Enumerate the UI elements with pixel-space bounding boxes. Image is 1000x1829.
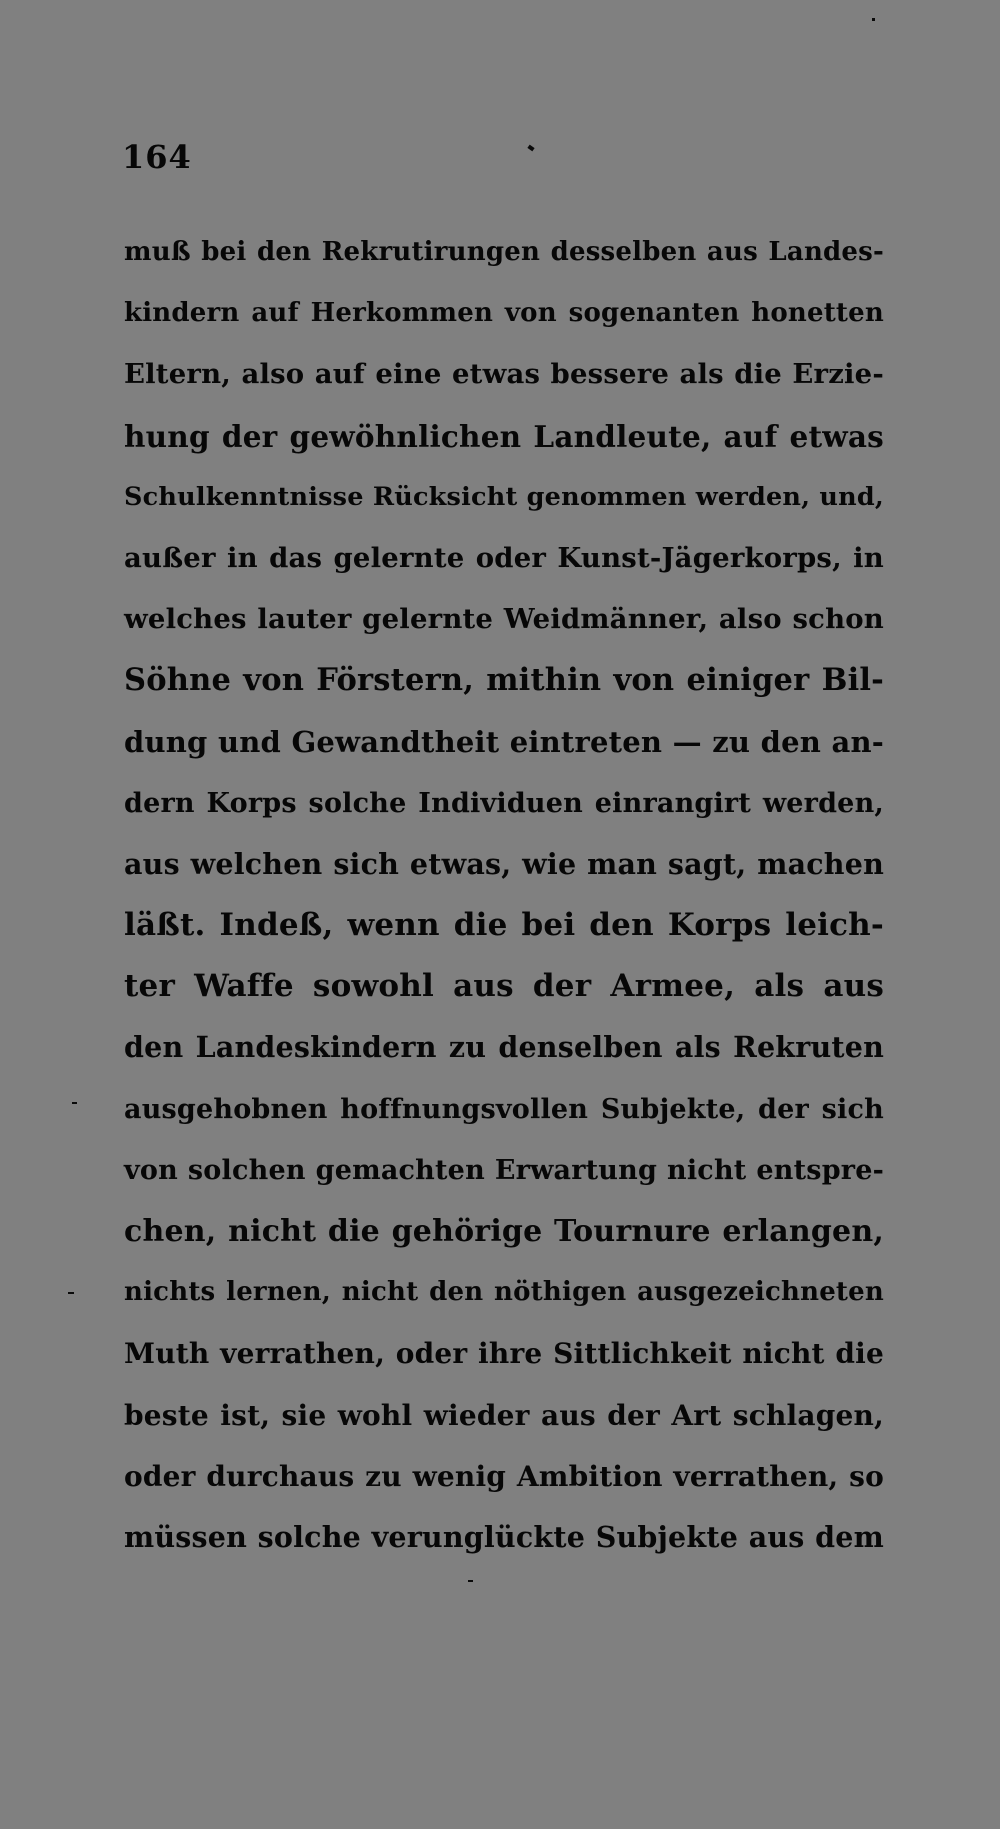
ink-speck bbox=[72, 1102, 77, 1104]
text-line: chen, nicht die gehörige Tournure erlangen, bbox=[124, 1214, 884, 1249]
text-line: hung der gewöhnlichen Landleute, auf etwas bbox=[124, 418, 884, 454]
text-line: außer in das gelernte oder Kunst-Jägerkorps, in bbox=[124, 541, 884, 574]
text-line: oder durchaus zu wenig Ambition verrathen, so bbox=[124, 1459, 884, 1493]
text-line: nichts lernen, nicht den nöthigen ausgezeichneten bbox=[124, 1277, 884, 1308]
text-line: dern Korps solche Individuen einrangirt werden, bbox=[124, 787, 884, 819]
ink-speck bbox=[68, 1292, 74, 1294]
text-line: Söhne von Förstern, mithin von einiger Bil- bbox=[124, 662, 884, 699]
text-line: dung und Gewandtheit eintreten — zu den an- bbox=[124, 724, 884, 759]
text-line: Muth verrathen, oder ihre Sittlichkeit nicht die bbox=[124, 1337, 884, 1371]
text-line: läßt. Indeß, wenn die bei den Korps leich- bbox=[124, 907, 884, 944]
text-line: von solchen gemachten Erwartung nicht entspre- bbox=[124, 1154, 884, 1186]
text-line: ausgehobnen hoffnungsvollen Subjekte, der sich bbox=[124, 1093, 884, 1125]
text-line: beste ist, sie wohl wieder aus der Art schlagen, bbox=[124, 1398, 884, 1432]
ink-speck bbox=[468, 1580, 473, 1582]
text-line: müssen solche verunglückte Subjekte aus dem bbox=[124, 1519, 884, 1554]
text-line: muß bei den Rekrutirungen desselben aus Landes- bbox=[124, 237, 884, 267]
text-line: den Landeskindern zu denselben als Rekruten bbox=[124, 1030, 884, 1065]
text-line: Eltern, also auf eine etwas bessere als die Erzie- bbox=[124, 358, 884, 391]
text-line: kindern auf Herkommen von sogenanten honetten bbox=[124, 298, 884, 329]
text-line: Schulkenntnisse Rücksicht genommen werden, und, bbox=[124, 481, 884, 512]
body-text bbox=[124, 222, 884, 1568]
text-line: aus welchen sich etwas, wie man sagt, machen bbox=[124, 846, 884, 881]
ink-speck bbox=[527, 145, 534, 152]
page-number: 164 bbox=[122, 138, 192, 176]
text-line: welches lauter gelernte Weidmänner, also schon bbox=[124, 603, 884, 636]
ink-speck bbox=[872, 18, 875, 21]
text-line: ter Waffe sowohl aus der Armee, als aus bbox=[124, 968, 884, 1005]
